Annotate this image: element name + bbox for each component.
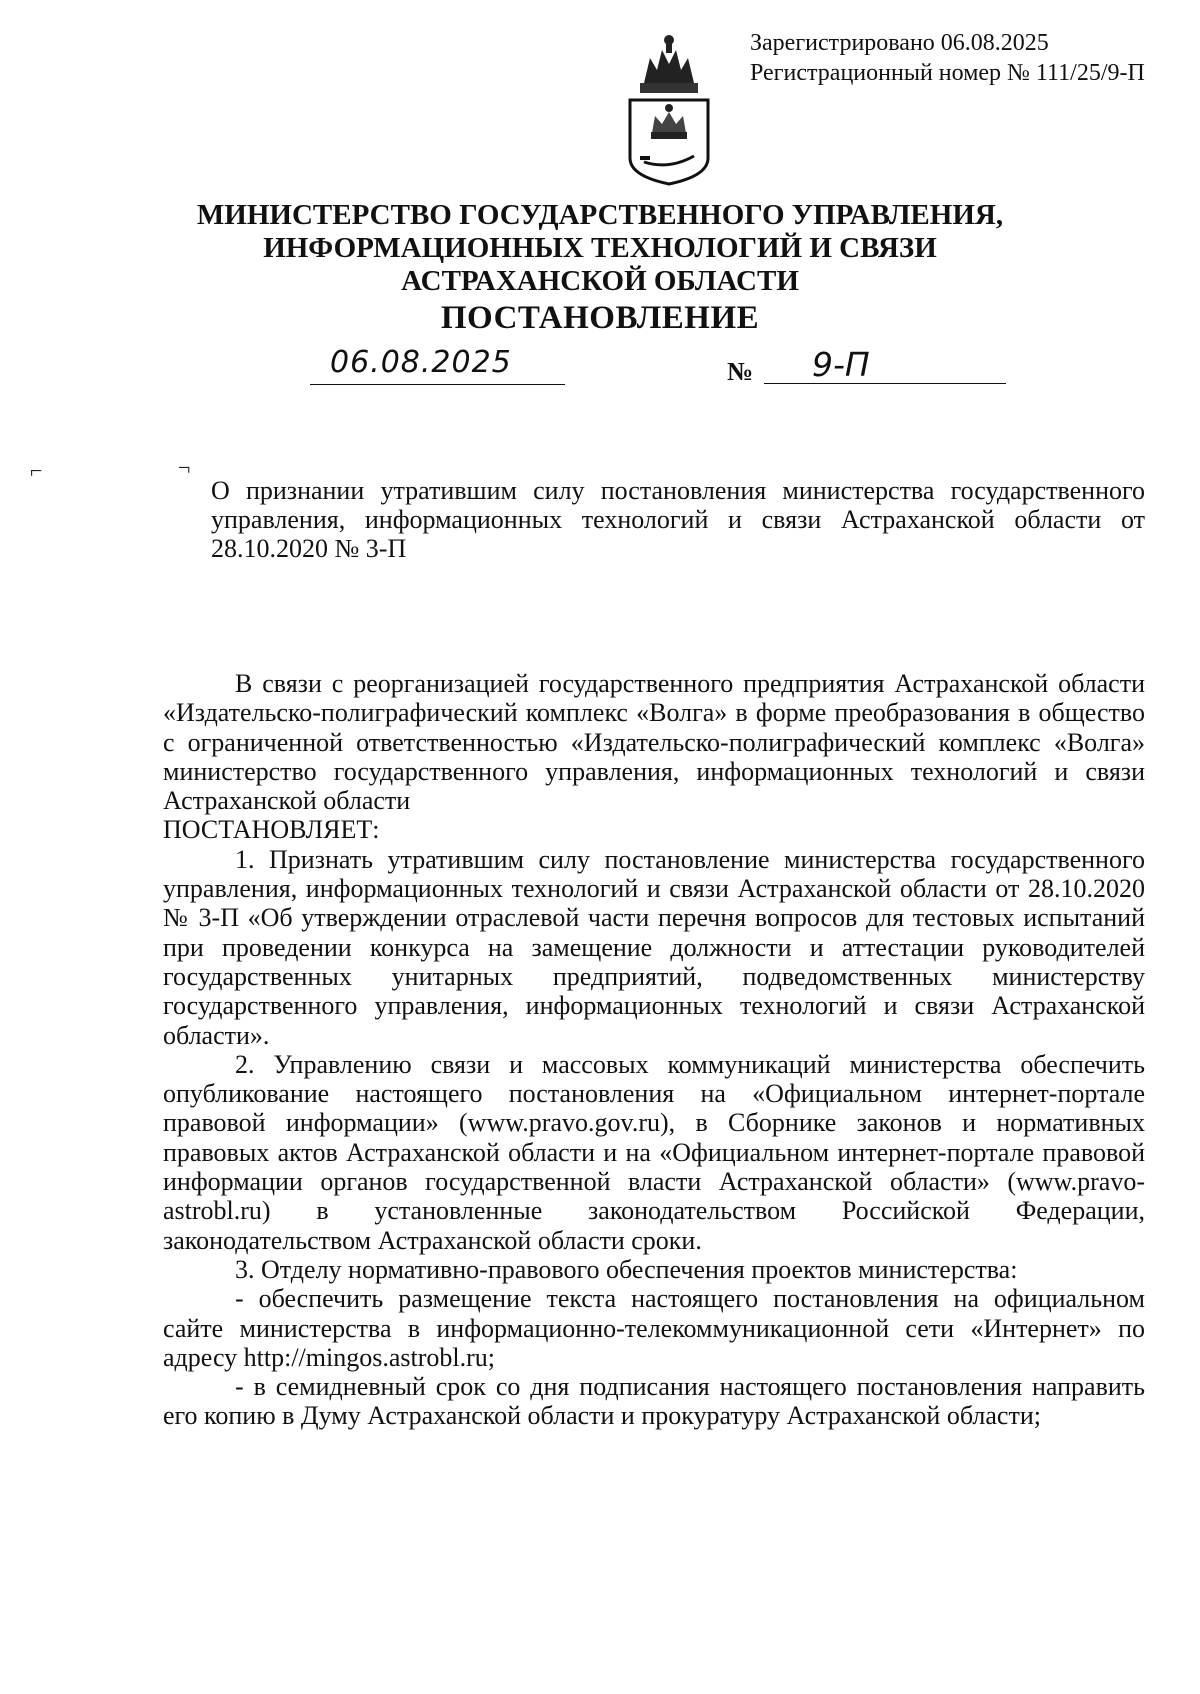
document-body xyxy=(163,669,1145,1431)
ministry-name-line3: АСТРАХАНСКОЙ ОБЛАСТИ xyxy=(401,265,799,297)
ministry-name-line1: МИНИСТЕРСТВО ГОСУДАРСТВЕННОГО УПРАВЛЕНИЯ, xyxy=(196,199,1004,231)
corner-bracket-mid: ¬ xyxy=(178,455,191,480)
coat-of-arms-emblem xyxy=(622,28,716,188)
handwritten-date: 06.08.2025 xyxy=(330,345,512,380)
paragraph-3b: - в семидневный срок со дня подписания настоящего постановления направить его копию в Думу Астраханской области и прокуратуру Астраханской области; xyxy=(163,1372,1145,1431)
number-underline xyxy=(764,350,1006,384)
corner-bracket-left: ⌐ xyxy=(30,458,43,483)
paragraph-3: 3. Отделу нормативно-правового обеспечения проектов министерства: xyxy=(235,1254,1018,1284)
paragraph-1: 1. Признать утратившим силу постановление министерства государственного управления, информационных технологий и связи Астраханской области от 28.10.2020 № 3-П «Об утверждении отраслевой части перечня вопросов для тестовых испытаний при проведении конкурса на замещение должности и аттестации руководителей государственных унитарных предприятий, подведомственных министерству государственного управления, информационных технологий и связи Астраханской области». xyxy=(163,844,1145,1050)
number-label: № xyxy=(727,357,754,386)
document-type-title: ПОСТАНОВЛЕНИЕ xyxy=(440,300,760,336)
preamble-paragraph: В связи с реорганизацией государственного предприятия Астраханской области «Издательско-полиграфический комплекс «Волга» в форме преобразования в общество с ограниченной ответственностью «Издательско-полиграфический комплекс «Волга» министерство государственного управления, информационных технологий и связи Астраханской области xyxy=(163,669,1145,816)
registration-date: Зарегистрировано 06.08.2025 xyxy=(750,30,1049,56)
registration-stamp xyxy=(750,28,1145,88)
ministry-name-line2: ИНФОРМАЦИОННЫХ ТЕХНОЛОГИЙ И СВЯЗИ xyxy=(263,232,937,264)
document-subject: О признании утратившим силу постановления министерства государственного управления, информационных технологий и связи Астраханской области от 28.10.2020 № 3-П xyxy=(211,476,1145,563)
handwritten-number: 9-П xyxy=(812,345,870,384)
paragraph-3a: - обеспечить размещение текста настоящего постановления на официальном сайте министерства в информационно-телекоммуникационной сети «Интернет» по адресу http://mingos.astrobl.ru; xyxy=(163,1284,1145,1372)
paragraph-2: 2. Управлению связи и массовых коммуникаций министерства обеспечить опубликование настоящего постановления на «Официальном интернет-портале правовой информации» (www.pravo.gov.ru), в Сборнике законов и нормативных правовых актов Астраханской области и на «Официальном интернет-портале правовой информации органов государственной власти Астраханской области» (www.pravo-astrobl.ru) в установленные законодательством Российской Федерации, законодательством Астраханской области сроки. xyxy=(163,1049,1145,1255)
decree-word: ПОСТАНОВЛЯЕТ: xyxy=(163,815,380,845)
registration-number: Регистрационный номер № 111/25/9-П xyxy=(750,60,1145,86)
